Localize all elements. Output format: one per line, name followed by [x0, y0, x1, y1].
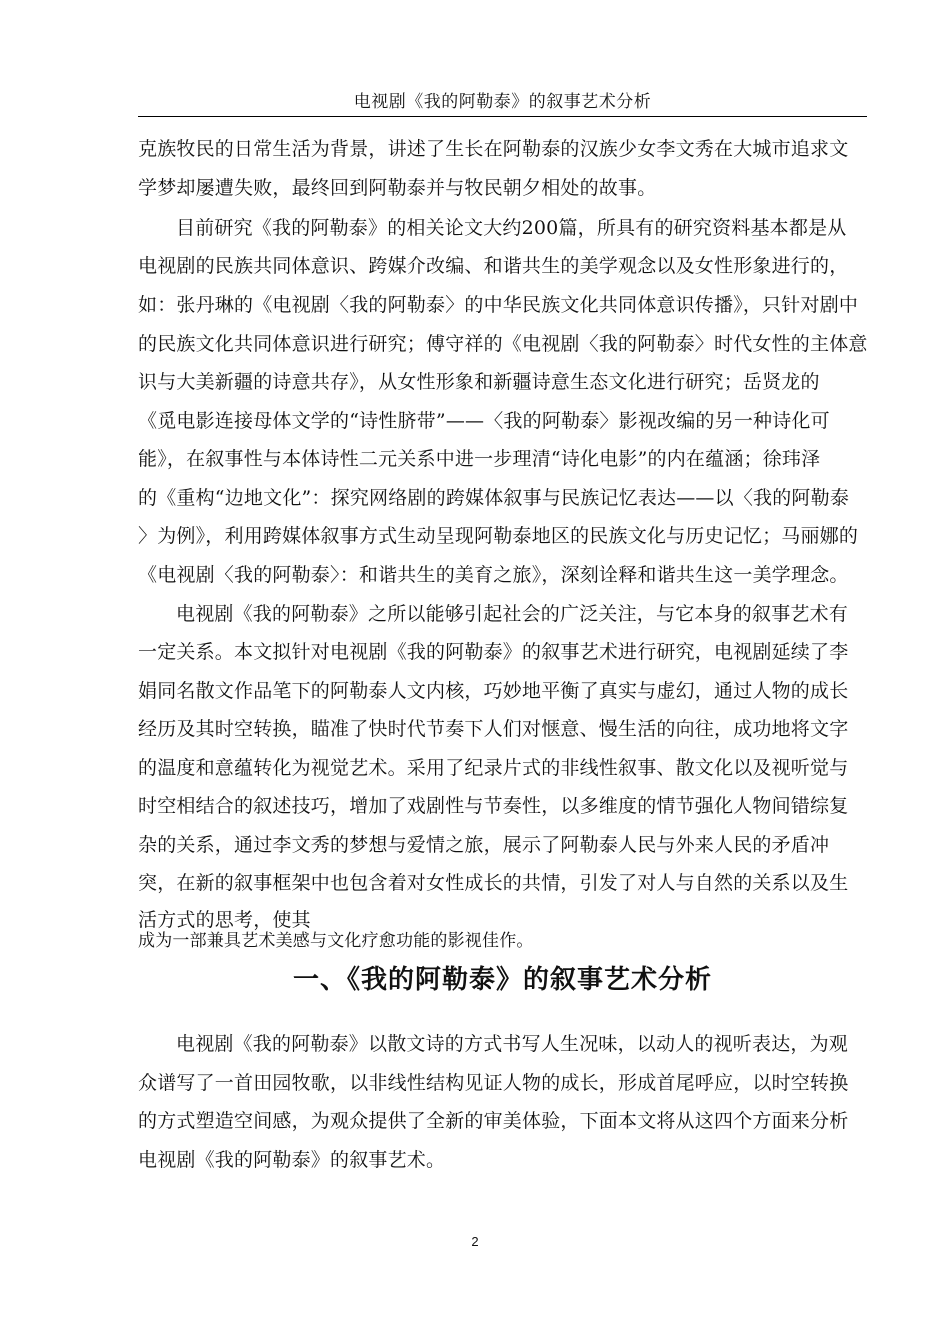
text-line: 《电视剧〈我的阿勒泰〉：和谐共生的美育之旅》，深刻诠释和谐共生这一美学理念。 [138, 564, 849, 586]
text-line: 众谱写了一首田园牧歌，以非线性结构见证人物的成长，形成首尾呼应，以时空转换 [138, 1072, 849, 1094]
text-line: 如：张丹琳的《电视剧〈我的阿勒泰〉的中华民族文化共同体意识传播》，只针对剧中 [138, 294, 859, 316]
page-number: 2 [471, 1234, 479, 1249]
text-line: 的温度和意蕴转化为视觉艺术。采用了纪录片式的非线性叙事、散文化以及视听觉与 [138, 757, 849, 779]
text-line: 一定关系。本文拟针对电视剧《我的阿勒泰》的叙事艺术进行研究，电视剧延续了李 [138, 641, 849, 663]
text-line: 的民族文化共同体意识进行研究；傅守祥的《电视剧〈我的阿勒泰〉时代女性的主体意 [138, 333, 868, 355]
text-line: 目前研究《我的阿勒泰》的相关论文大约200篇，所具有的研究资料基本都是从 [176, 217, 847, 239]
text-line: 《觅电影连接母体文学的“诗性脐带”——〈我的阿勒泰〉影视改编的另一种诗化可 [138, 410, 830, 432]
running-header: 电视剧《我的阿勒泰》的叙事艺术分析 [138, 88, 867, 117]
text-line: 电视剧《我的阿勒泰》以散文诗的方式书写人生况味，以动人的视听表达，为观 [176, 1033, 849, 1055]
text-line: 突，在新的叙事框架中也包含着对女性成长的共情，引发了对人与自然的关系以及生 [138, 872, 849, 894]
text-line: 的《重构“边地文化”：探究网络剧的跨媒体叙事与民族记忆表达——以〈我的阿勒泰 [138, 487, 850, 509]
text-line: 能》，在叙事性与本体诗性二元关系中进一步理清“诗化电影”的内在蕴涵；徐玮泽 [138, 448, 821, 470]
text-line: 的方式塑造空间感，为观众提供了全新的审美体验，下面本文将从这四个方面来分析 [138, 1110, 849, 1132]
text-line: 电视剧的民族共同体意识、跨媒介改编、和谐共生的美学观念以及女性形象进行的， [138, 255, 849, 277]
text-line: 电视剧《我的阿勒泰》之所以能够引起社会的广泛关注，与它本身的叙事艺术有 [176, 603, 849, 625]
text-line: 克族牧民的日常生活为背景，讲述了生长在阿勒泰的汉族少女李文秀在大城市追求文 [138, 138, 849, 160]
text-line: 学梦却屡遭失败，最终回到阿勒泰并与牧民朝夕相处的故事。 [138, 177, 657, 199]
section-heading: 一、《我的阿勒泰》的叙事艺术分析 [292, 965, 712, 995]
text-line: 娟同名散文作品笔下的阿勒泰人文内核，巧妙地平衡了真实与虚幻，通过人物的成长 [138, 680, 849, 702]
text-line: 〉为例》，利用跨媒体叙事方式生动呈现阿勒泰地区的民族文化与历史记忆；马丽娜的 [138, 525, 859, 547]
text-line: 识与大美新疆的诗意共存》，从女性形象和新疆诗意生态文化进行研究；岳贤龙的 [138, 371, 820, 393]
text-line: 成为一部兼具艺术美感与文化疗愈功能的影视佳作。 [138, 931, 534, 951]
text-line: 活方式的思考，使其 [138, 909, 311, 931]
text-line: 电视剧《我的阿勒泰》的叙事艺术。 [138, 1149, 446, 1171]
text-line: 经历及其时空转换，瞄准了快时代节奏下人们对惬意、慢生活的向往，成功地将文字 [138, 718, 849, 740]
text-line: 杂的关系，通过李文秀的梦想与爱情之旅，展示了阿勒泰人民与外来人民的矛盾冲 [138, 834, 830, 856]
text-line: 时空相结合的叙述技巧，增加了戏剧性与节奏性，以多维度的情节强化人物间错综复 [138, 795, 849, 817]
